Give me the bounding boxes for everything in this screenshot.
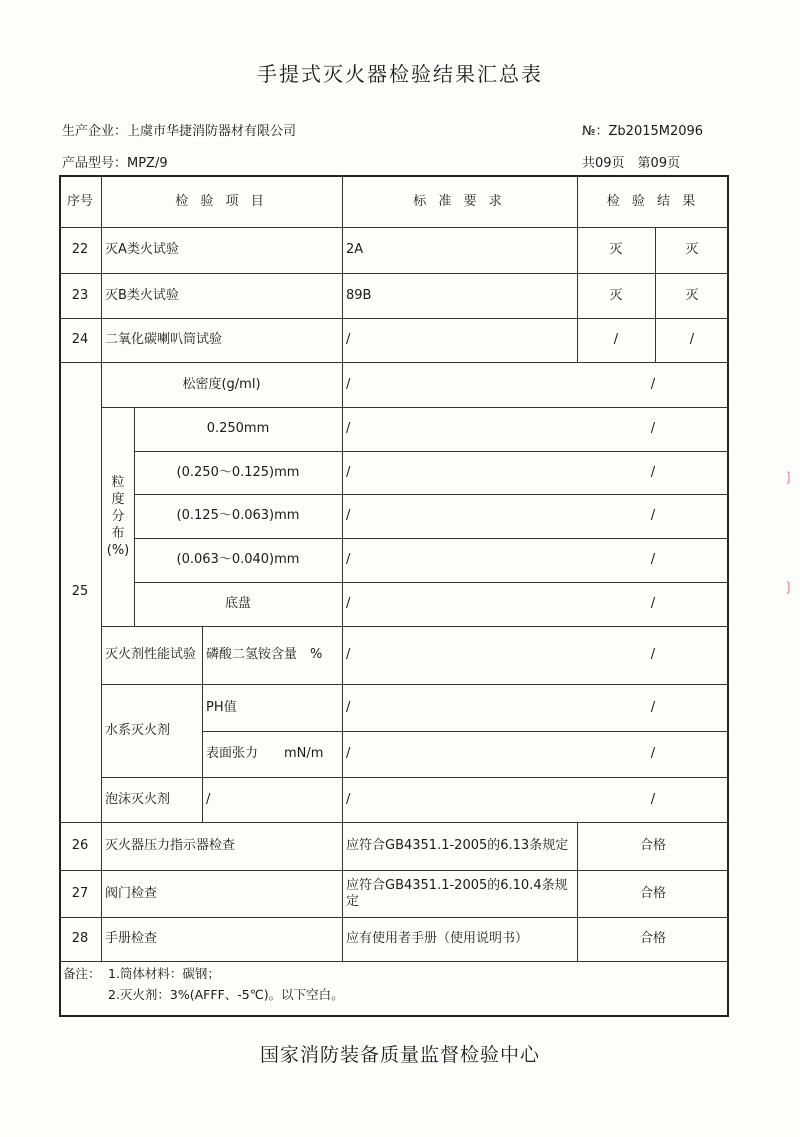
particle-result-5: / xyxy=(650,596,656,611)
particle-result-4: / xyxy=(650,552,656,567)
row-27-result: 合格 xyxy=(639,885,666,901)
row-23-result-1: 灭 xyxy=(609,287,623,303)
foam-agent-item: / xyxy=(206,791,211,807)
row-23-requirement: 89B xyxy=(346,287,372,303)
row-26-requirement: 应符合GB4351.1-2005的6.13条规定 xyxy=(346,838,569,853)
particle-result-3: / xyxy=(650,508,656,523)
issuing-organization: 国家消防装备质量监督检验中心 xyxy=(259,1044,540,1066)
particle-item-2: (0.250～0.125)mm xyxy=(176,464,300,480)
water-agent-tension-result: / xyxy=(650,746,656,761)
agent-performance-item: 磷酸二氢铵含量 % xyxy=(206,647,323,662)
stamp-edge-mark: ❳ xyxy=(783,580,794,595)
water-agent-ph-requirement: / xyxy=(346,699,351,715)
water-agent-group: 水系灭火剂 xyxy=(105,722,171,738)
row-24-result-1: / xyxy=(613,332,619,347)
row-27-item: 阀门检查 xyxy=(105,885,158,901)
foam-agent-requirement: / xyxy=(346,791,351,807)
particle-result-2: / xyxy=(650,464,656,480)
notes-line-2: 2.灭火剂：3%(AFFF、-5℃)。以下空白。 xyxy=(108,987,344,1002)
water-agent-tension-requirement: / xyxy=(346,746,351,761)
row-24-item: 二氧化碳喇叭筒试验 xyxy=(105,332,223,347)
row-28-result: 合格 xyxy=(639,931,666,946)
particle-size-group-label: 粒度分布(%) xyxy=(106,475,130,558)
particle-requirement-2: / xyxy=(346,464,351,480)
particle-item-5: 底盘 xyxy=(224,596,251,611)
water-agent-tension-item: 表面张力 mN/m xyxy=(206,746,324,761)
row-28-no: 28 xyxy=(71,931,89,946)
bulk-density-result: / xyxy=(650,376,656,392)
particle-item-3: (0.125～0.063)mm xyxy=(176,508,300,523)
row-22-item: 灭A类火试验 xyxy=(105,242,179,257)
water-agent-ph-result: / xyxy=(650,699,656,715)
particle-requirement-1: / xyxy=(346,421,351,436)
agent-performance-result: / xyxy=(650,647,656,662)
pagination: 共09页 第09页 xyxy=(582,156,681,171)
row-24-no: 24 xyxy=(71,332,89,347)
notes-line-1: 1.筒体材料：碳钢； xyxy=(108,966,220,981)
bulk-density-item: 松密度(g/ml) xyxy=(182,376,261,392)
header-seq: 序号 xyxy=(66,193,93,209)
row-25-no: 25 xyxy=(71,584,89,599)
particle-result-1: / xyxy=(650,421,656,436)
particle-requirement-4: / xyxy=(346,552,351,567)
agent-performance-requirement: / xyxy=(346,647,351,662)
row-23-no: 23 xyxy=(71,287,89,303)
bulk-density-requirement: / xyxy=(346,376,351,392)
row-23-item: 灭B类火试验 xyxy=(105,287,179,303)
row-26-item: 灭火器压力指示器检查 xyxy=(105,838,236,853)
header-item: 检 验 项 目 xyxy=(175,193,268,209)
foam-agent-group: 泡沫灭火剂 xyxy=(105,791,171,807)
header-result: 检 验 结 果 xyxy=(606,193,700,209)
water-agent-ph-item: PH值 xyxy=(206,699,237,715)
row-26-result: 合格 xyxy=(639,838,666,853)
row-23-result-2: 灭 xyxy=(685,287,699,303)
row-26-no: 26 xyxy=(71,838,89,853)
manufacturer: 生产企业：上虞市华捷消防器材有限公司 xyxy=(62,124,297,139)
foam-agent-result: / xyxy=(650,791,656,807)
product-model: 产品型号：MPZ/9 xyxy=(62,156,168,171)
stamp-edge-mark: ❳ xyxy=(783,470,794,485)
page-title: 手提式灭火器检验结果汇总表 xyxy=(257,62,543,86)
header-requirement: 标 准 要 求 xyxy=(413,193,506,209)
row-22-result-2: 灭 xyxy=(685,242,699,257)
row-28-item: 手册检查 xyxy=(105,931,158,946)
agent-performance-group: 灭火剂性能试验 xyxy=(105,647,197,662)
row-22-requirement: 2A xyxy=(346,242,364,257)
row-28-requirement: 应有使用者手册（使用说明书） xyxy=(346,931,529,946)
row-24-requirement: / xyxy=(346,332,351,347)
row-22-result-1: 灭 xyxy=(609,242,623,257)
particle-requirement-3: / xyxy=(346,508,351,523)
row-22-no: 22 xyxy=(71,242,89,257)
particle-requirement-5: / xyxy=(346,596,351,611)
row-27-requirement: 应符合GB4351.1-2005的6.10.4条规定 xyxy=(346,877,568,909)
particle-item-4: (0.063～0.040)mm xyxy=(176,552,300,567)
particle-item-1: 0.250mm xyxy=(206,421,270,436)
notes-label: 备注： xyxy=(63,966,101,981)
report-number: №：Zb2015M2096 xyxy=(582,124,704,139)
row-27-no: 27 xyxy=(71,885,89,901)
row-24-result-2: / xyxy=(689,332,695,347)
